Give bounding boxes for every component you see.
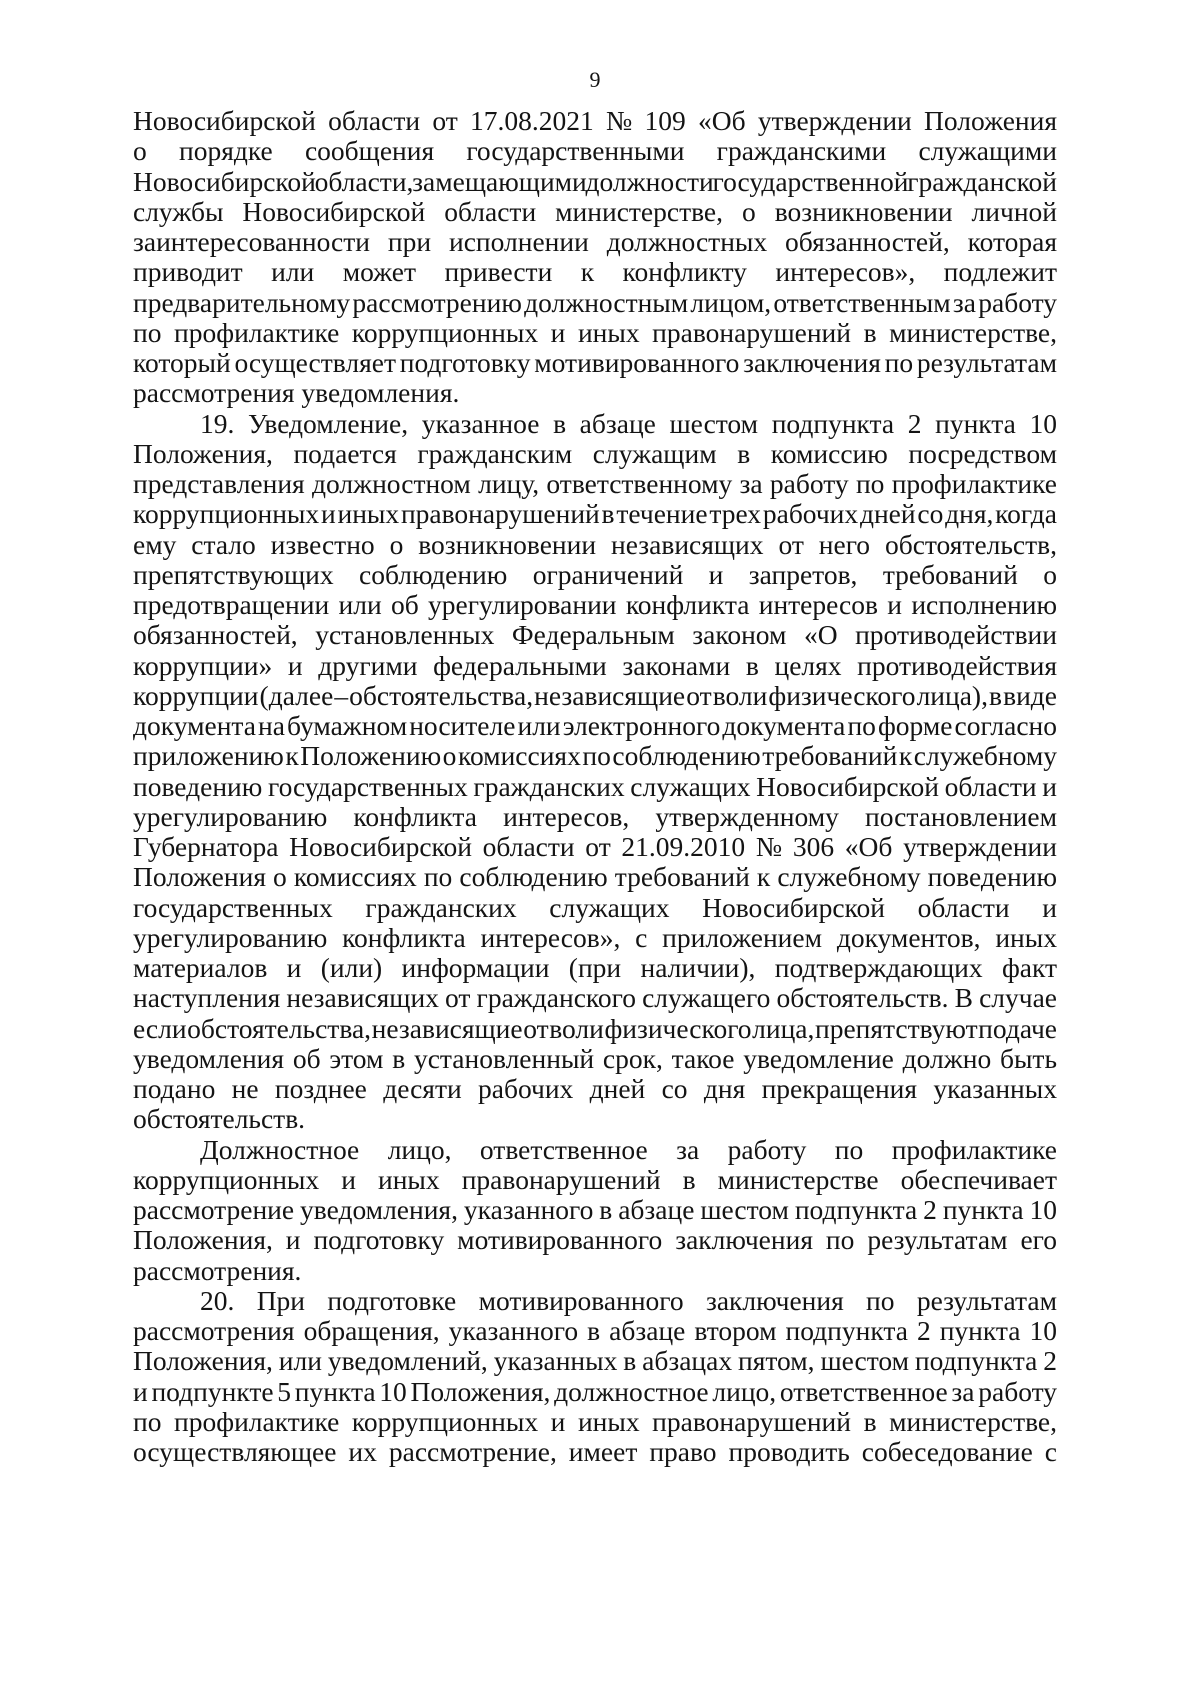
text-line: уведомления об этом в установленный срок, такое уведомление должно быть <box>133 1042 1057 1074</box>
text-line: по профилактике коррупционных и иных правонарушений в министерстве, <box>133 316 1057 348</box>
text-line: предотвращении или об урегулировании конфликта интересов и исполнению <box>133 589 1057 620</box>
text-line: по профилактике коррупционных и иных правонарушений в министерстве, <box>133 1405 1057 1437</box>
text-line: коррупционных и иных правонарушений в министерстве обеспечивает <box>133 1163 1057 1195</box>
text-line: рассмотрения. <box>133 1254 302 1286</box>
text-line: обязанностей, установленных Федеральным законом «О противодействии <box>133 619 1057 651</box>
text-line: Губернатора Новосибирской области от 21.09.2010 № 306 «Об утверждении <box>133 831 1057 862</box>
paragraph <box>133 1286 1057 1468</box>
text-line: 19. Уведомление, указанное в абзаце шестом подпункта 2 пункта 10 <box>200 407 1057 439</box>
text-line: представления должностном лицу, ответственному за работу по профилактике <box>133 468 1057 499</box>
text-line: Положения, или уведомлений, указанных в абзацах пятом, шестом подпункта 2 <box>133 1345 1057 1377</box>
text-line: рассмотрения уведомления. <box>133 377 460 409</box>
paragraph <box>133 106 1057 409</box>
text-line: Положения, и подготовку мотивированного заключения по результатам его <box>133 1224 1057 1256</box>
text-line: коррупции» и другими федеральными законами в целях противодействия <box>133 649 1057 681</box>
text-line: Новосибирской области, замещающими должности государственной гражданской <box>133 165 1057 197</box>
text-line: обстоятельств. <box>133 1103 306 1135</box>
text-line: рассмотрения обращения, указанного в абзаце втором подпункта 2 пункта 10 <box>133 1315 1057 1346</box>
document-body <box>133 106 1057 1467</box>
page-number: 9 <box>589 67 601 92</box>
text-line: если обстоятельства, независящие от воли физического лица, препятствуют подаче <box>133 1012 1057 1044</box>
text-line: коррупционных и иных правонарушений в течение трех рабочих дней со дня, когда <box>133 498 1057 530</box>
text-line: препятствующих соблюдению ограничений и запретов, требований о <box>133 558 1057 590</box>
text-line: Положения о комиссиях по соблюдению требований к служебному поведению <box>133 861 1057 893</box>
text-line: который осуществляет подготовку мотивированного заключения по результатам <box>133 347 1057 378</box>
text-line: поведению государственных гражданских служащих Новосибирской области и <box>133 770 1057 802</box>
text-line: урегулированию конфликта интересов», с приложением документов, иных <box>133 921 1057 953</box>
text-line: предварительному рассмотрению должностным лицом, ответственным за работу <box>133 286 1057 318</box>
text-line: заинтересованности при исполнении должностных обязанностей, которая <box>133 226 1057 257</box>
text-line: подано не позднее десяти рабочих дней со дня прекращения указанных <box>133 1073 1057 1104</box>
text-line: ему стало известно о возникновении независящих от него обстоятельств, <box>133 528 1057 560</box>
text-line: 20. При подготовке мотивированного заключения по результатам <box>200 1284 1057 1316</box>
text-line: Положения, подается гражданским служащим в комиссию посредством <box>133 437 1057 469</box>
text-line: материалов и (или) информации (при наличии), подтверждающих факт <box>133 952 1057 983</box>
text-line: о порядке сообщения государственными гражданскими служащими <box>133 135 1057 167</box>
text-line: государственных гражданских служащих Новосибирской области и <box>133 891 1057 923</box>
text-line: коррупции (далее – обстоятельства, независящие от воли физического лица), в виде <box>133 679 1057 711</box>
text-line: наступления независящих от гражданского служащего обстоятельств. В случае <box>133 982 1057 1014</box>
text-line: приложению к Положению о комиссиях по соблюдению требований к служебному <box>133 740 1057 772</box>
text-line: Должностное лицо, ответственное за работу по профилактике <box>200 1133 1057 1165</box>
paragraph <box>133 409 1057 1135</box>
text-line: приводит или может привести к конфликту интересов», подлежит <box>133 256 1057 288</box>
text-line: и подпункте 5 пункта 10 Положения, должностное лицо, ответственное за работу <box>133 1375 1057 1407</box>
text-line: документа на бумажном носителе или электронного документа по форме согласно <box>133 710 1057 741</box>
text-line: урегулированию конфликта интересов, утвержденному постановлением <box>133 800 1057 832</box>
text-line: службы Новосибирской области министерстве, о возникновении личной <box>133 195 1057 227</box>
paragraph <box>133 1135 1057 1286</box>
text-line: Новосибирской области от 17.08.2021 № 109 «Об утверждении Положения <box>133 105 1057 136</box>
text-line: осуществляющее их рассмотрение, имеет право проводить собеседование с <box>133 1436 1057 1467</box>
text-line: рассмотрение уведомления, указанного в абзаце шестом подпункта 2 пункта 10 <box>133 1194 1057 1225</box>
